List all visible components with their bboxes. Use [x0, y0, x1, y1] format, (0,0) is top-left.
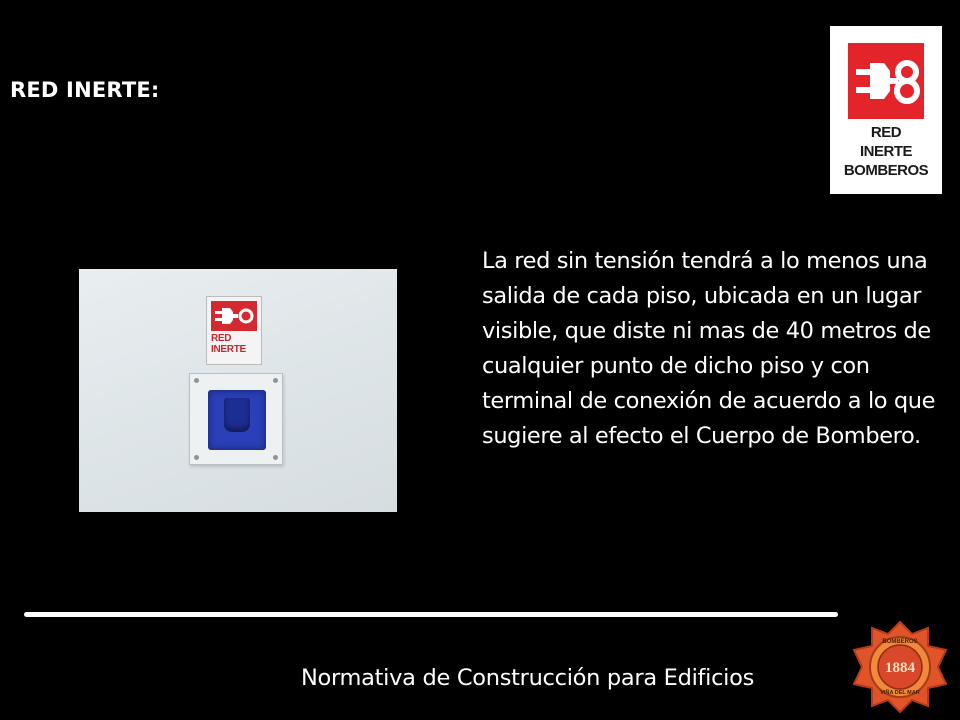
- plug-icon: [211, 301, 257, 331]
- screw-icon: [273, 455, 278, 460]
- firefighter-emblem-icon: [848, 620, 952, 714]
- emblem-bottom-text: VIÑA DEL MAR: [880, 690, 920, 696]
- plug-icon: [848, 43, 924, 119]
- photo-sign-line: RED: [211, 333, 232, 344]
- red-inerte-sign: [830, 26, 942, 194]
- emblem-top-text: BOMBEROS: [882, 639, 918, 645]
- screw-icon: [194, 455, 199, 460]
- sign-line: BOMBEROS: [843, 162, 929, 179]
- slide-title: RED INERTE:: [10, 78, 160, 102]
- photo-sign-caption: [211, 333, 261, 355]
- sign-red-panel: [848, 43, 924, 119]
- photo-sign-line: INERTE: [211, 344, 246, 355]
- emblem-year: 1884: [885, 660, 915, 676]
- socket-photo: [79, 269, 397, 512]
- body-paragraph: La red sin tensión tendrá a lo menos una salida de cada piso, ubicada en un lugar visible, que diste ni mas de 40 metros de cualquier punto de dicho piso y con terminal de conexión de acuerdo a lo que sugiere al efecto el Cuerpo de Bombero.: [482, 248, 936, 449]
- socket-core: [224, 398, 250, 432]
- photo-wall-sign: [206, 296, 262, 365]
- footer-divider: [24, 612, 838, 617]
- screw-icon: [194, 378, 199, 383]
- sign-caption: [830, 123, 942, 180]
- sign-line: INERTE: [859, 143, 912, 160]
- socket-plate: [189, 373, 283, 465]
- blue-socket: [208, 390, 266, 450]
- screw-icon: [273, 378, 278, 383]
- sign-line: RED: [870, 124, 902, 141]
- footer-caption: Normativa de Construcción para Edificios: [301, 665, 755, 691]
- photo-sign-red-panel: [211, 301, 257, 331]
